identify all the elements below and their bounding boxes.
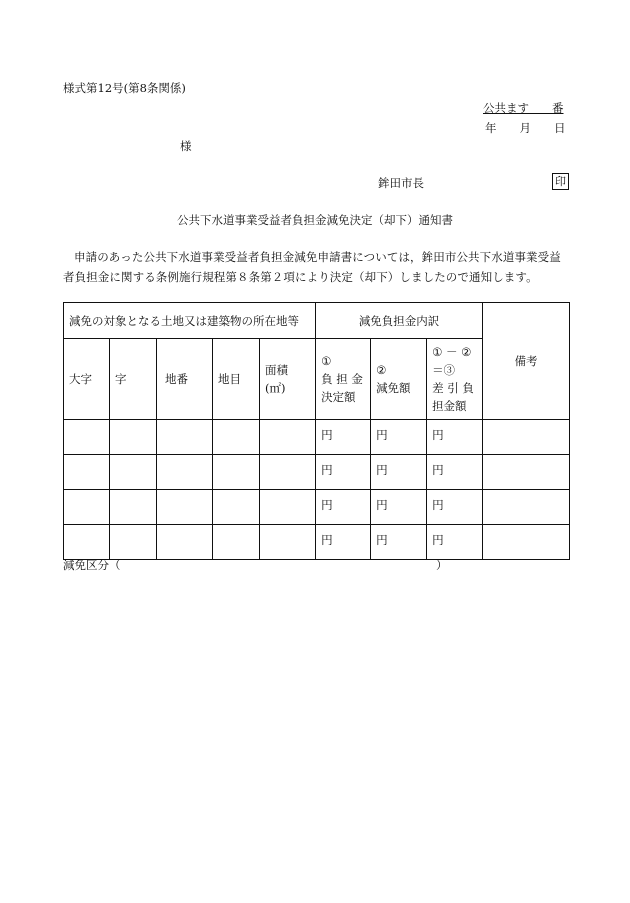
yen-cell[interactable]: 円 <box>316 525 371 560</box>
sender-name: 鉾田市長 <box>378 176 424 190</box>
table-cell[interactable] <box>157 420 213 455</box>
table-cell[interactable] <box>64 420 110 455</box>
col-c1-label-1: 負 担 金 <box>321 372 363 386</box>
col-c3-label-2: 担金額 <box>432 399 467 413</box>
remarks-header: 備考 <box>483 303 570 420</box>
yen-cell[interactable]: 円 <box>316 455 371 490</box>
table-cell[interactable] <box>213 525 260 560</box>
table-cell[interactable] <box>260 490 316 525</box>
yen-cell[interactable]: 円 <box>316 490 371 525</box>
table-cell[interactable] <box>213 455 260 490</box>
table-cell[interactable] <box>110 490 157 525</box>
yen-cell[interactable]: 円 <box>427 490 483 525</box>
table-cell[interactable] <box>157 490 213 525</box>
col-decided-amount <box>316 339 371 420</box>
notice-body: 申請のあった公共下水道事業受益者負担金減免申請書については，鉾田市公共下水道事業受益者負担金に関する条例施行規程第８条第２項により決定（却下）しましたので通知します。 <box>63 250 561 284</box>
table-cell[interactable] <box>157 455 213 490</box>
yen-cell[interactable]: 円 <box>371 420 427 455</box>
location-header: 減免の対象となる土地又は建築物の所在地等 <box>64 303 316 339</box>
col-chiban: 地番 <box>157 339 213 420</box>
col-c1-label-2: 決定額 <box>321 390 356 404</box>
table-cell[interactable] <box>110 455 157 490</box>
yen-cell[interactable]: 円 <box>371 455 427 490</box>
col-c1-marker: ① <box>321 354 332 368</box>
table-cell[interactable] <box>64 525 110 560</box>
col-aza: 字 <box>110 339 157 420</box>
table-cell[interactable] <box>157 525 213 560</box>
table-cell[interactable] <box>483 420 570 455</box>
table-cell[interactable] <box>260 525 316 560</box>
exemption-category-label: 減免区分（ <box>63 558 121 572</box>
table-row <box>64 490 570 525</box>
exemption-category-close: ） <box>436 558 448 572</box>
yen-cell[interactable]: 円 <box>316 420 371 455</box>
document-number: 公共ます 番 <box>483 101 564 115</box>
yen-cell[interactable]: 円 <box>371 490 427 525</box>
exemption-category <box>63 557 448 573</box>
yen-cell[interactable]: 円 <box>427 420 483 455</box>
date-line: 年 月 日 <box>485 121 566 135</box>
col-area-label: 面積 <box>265 363 288 377</box>
col-area-unit: (㎡) <box>265 381 286 395</box>
col-c3-label-1: 差 引 負 <box>432 381 474 395</box>
seal-stamp-box: 印 <box>552 173 569 190</box>
table-cell[interactable] <box>260 455 316 490</box>
table-row <box>64 525 570 560</box>
table-cell[interactable] <box>483 490 570 525</box>
breakdown-header: 減免負担金内訳 <box>316 303 483 339</box>
table-cell[interactable] <box>260 420 316 455</box>
table-cell[interactable] <box>213 420 260 455</box>
table-cell[interactable] <box>110 525 157 560</box>
col-c2-label: 減免額 <box>376 381 411 395</box>
table-row <box>64 420 570 455</box>
col-area <box>260 339 316 420</box>
col-net-amount <box>427 339 483 420</box>
col-exempted-amount <box>371 339 427 420</box>
col-c2-marker: ② <box>376 363 387 377</box>
table-cell[interactable] <box>213 490 260 525</box>
table-cell[interactable] <box>64 490 110 525</box>
addressee-suffix: 様 <box>180 139 192 153</box>
yen-cell[interactable]: 円 <box>371 525 427 560</box>
table-row <box>64 455 570 490</box>
col-c3-result: ＝③ <box>432 363 456 377</box>
table-cell[interactable] <box>110 420 157 455</box>
col-c3-formula: ① － ② <box>432 345 472 359</box>
yen-cell[interactable]: 円 <box>427 525 483 560</box>
table-cell[interactable] <box>483 525 570 560</box>
table-cell[interactable] <box>64 455 110 490</box>
table-cell[interactable] <box>483 455 570 490</box>
col-oaza: 大字 <box>64 339 110 420</box>
document-title: 公共下水道事業受益者負担金減免決定（却下）通知書 <box>177 213 453 227</box>
exemption-table <box>63 302 570 560</box>
yen-cell[interactable]: 円 <box>427 455 483 490</box>
form-number: 様式第12号(第8条関係) <box>63 81 186 95</box>
col-chimoku: 地目 <box>213 339 260 420</box>
